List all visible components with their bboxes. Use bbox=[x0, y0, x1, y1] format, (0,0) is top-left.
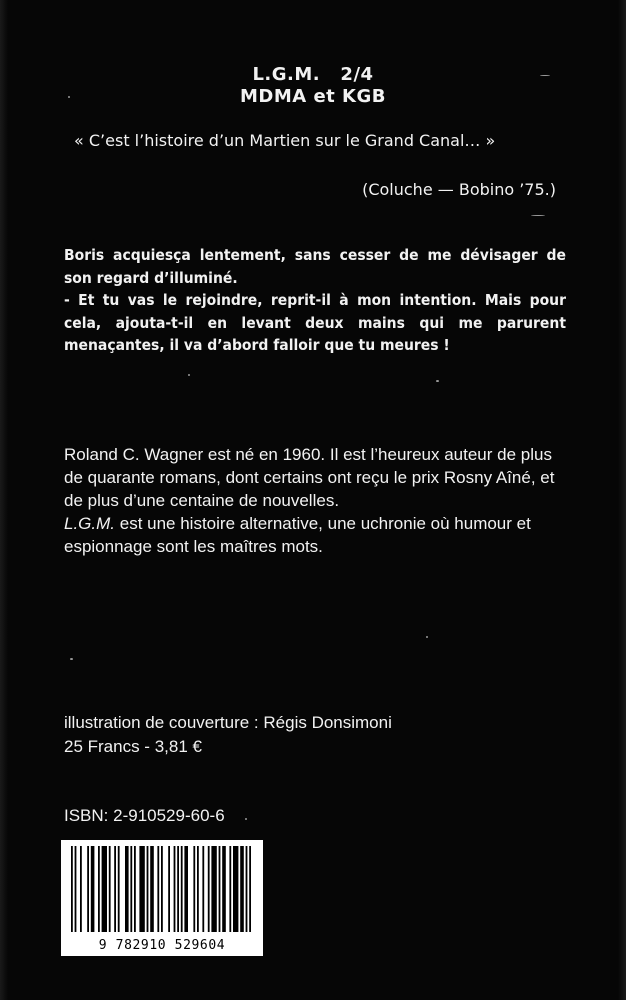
epigraph-attribution: (Coluche — Bobino ’75.) bbox=[362, 180, 556, 199]
barcode-bar bbox=[91, 846, 95, 932]
barcode-number: 9 782910 529604 bbox=[98, 938, 226, 953]
barcode-bar bbox=[102, 846, 107, 932]
barcode-bars bbox=[61, 840, 263, 938]
bio-text-2 bbox=[64, 512, 566, 558]
excerpt-paragraph: Boris acquiesça lentement, sans cesser de me dévisager de son regard d’illuminé. bbox=[64, 246, 566, 287]
barcode-bar bbox=[157, 846, 159, 932]
barcode-bar bbox=[211, 846, 216, 932]
barcode-bar bbox=[219, 846, 221, 932]
excerpt-block bbox=[64, 244, 566, 357]
barcode-bar bbox=[197, 846, 199, 932]
credits-block bbox=[64, 711, 392, 759]
barcode-bar bbox=[114, 846, 116, 932]
barcode-bar bbox=[202, 846, 204, 932]
dust-speck bbox=[426, 636, 428, 638]
illustration-credit: illustration de couverture : Régis Donsimoni bbox=[64, 713, 392, 732]
barcode-bar bbox=[193, 846, 195, 932]
dust-speck bbox=[68, 96, 70, 98]
barcode-bar bbox=[161, 846, 163, 932]
dust-speck bbox=[540, 75, 550, 76]
barcode-bar bbox=[208, 846, 210, 932]
barcode-bar bbox=[150, 846, 154, 932]
dust-speck bbox=[531, 215, 545, 216]
barcode-bar bbox=[222, 846, 226, 932]
dust-speck bbox=[245, 818, 247, 820]
epigraph-quote: « C’est l’histoire d’un Martien sur le Grand Canal… » bbox=[74, 131, 496, 150]
dust-speck bbox=[70, 658, 73, 660]
barcode-bar bbox=[139, 846, 144, 932]
barcode-bar bbox=[87, 846, 89, 932]
barcode-bar bbox=[249, 846, 251, 932]
barcode-bar bbox=[134, 846, 136, 932]
bio-text-2-rest: est une histoire alternative, une uchronie où humour et espionnage sont les maîtres mots. bbox=[64, 514, 531, 556]
barcode-bar bbox=[75, 846, 77, 932]
price-line: 25 Francs - 3,81 € bbox=[64, 737, 202, 756]
barcode-bar bbox=[147, 846, 149, 932]
excerpt-paragraph: - Et tu vas le rejoindre, reprit-il à mon intention. Mais pour cela, ajouta-t-il en levant deux mains qui me parurent menaçantes, il va d’abord falloir que tu meures ! bbox=[64, 291, 566, 354]
bio-text-1: Roland C. Wagner est né en 1960. Il est l’heureux auteur de plus de quarante romans, dont certains ont reçu le prix Rosny Aîné, et de plus d’une centaine de nouvelles. bbox=[64, 445, 555, 510]
book-subtitle: MDMA et KGB bbox=[240, 86, 386, 107]
barcode-bar bbox=[233, 846, 238, 932]
cover-edge-right bbox=[618, 0, 626, 1000]
barcode-bar bbox=[71, 846, 73, 932]
barcode-bar bbox=[98, 846, 100, 932]
barcode-bar bbox=[168, 846, 170, 932]
barcode-bar bbox=[174, 846, 176, 932]
series-title: L.G.M. 2/4 bbox=[252, 64, 374, 85]
isbn-line: ISBN: 2-910529-60-6 bbox=[64, 806, 225, 825]
barcode-bar bbox=[181, 846, 183, 932]
barcode-bar bbox=[109, 846, 111, 932]
dust-speck bbox=[188, 374, 190, 376]
barcode-bar bbox=[246, 846, 248, 932]
barcode-bar bbox=[184, 846, 188, 932]
barcode-bar bbox=[130, 846, 132, 932]
cover-edge-left bbox=[0, 0, 8, 1000]
barcode-bar bbox=[125, 846, 129, 932]
barcode-bar bbox=[229, 846, 231, 932]
barcode-bar bbox=[118, 846, 120, 932]
barcode-bar bbox=[240, 846, 244, 932]
barcode-bar bbox=[80, 846, 82, 932]
barcode-bar bbox=[177, 846, 179, 932]
ean-barcode bbox=[61, 840, 263, 956]
bio-title-ref: L.G.M. bbox=[64, 514, 116, 533]
author-bio bbox=[64, 443, 566, 558]
dust-speck bbox=[436, 380, 439, 382]
